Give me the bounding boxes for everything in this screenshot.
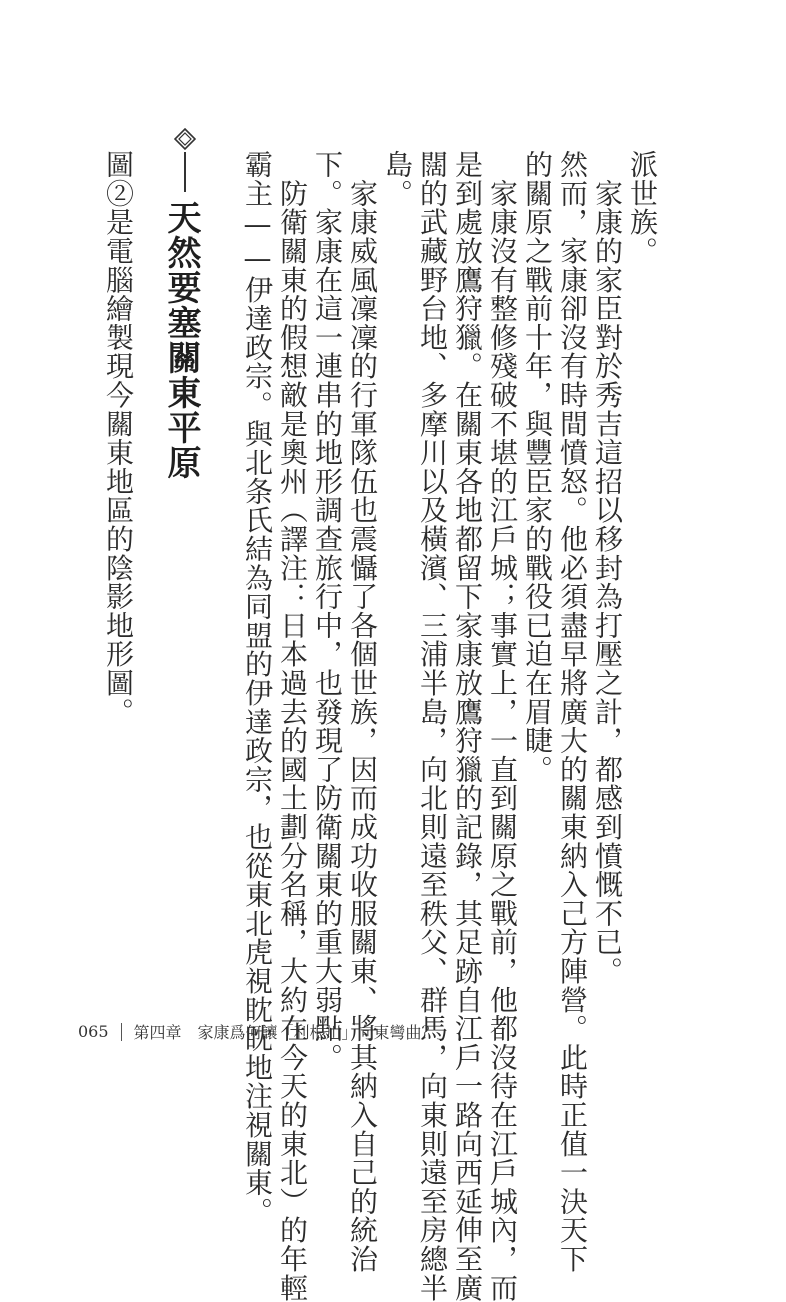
chapter-title: 第四章 家康爲何讓「利根川」向東彎曲？	[133, 1023, 438, 1042]
body-column-10: 下。家康在這一連串的地形調查旅行中，也發現了防衛關東的重大弱點。	[311, 150, 344, 1072]
figure-caption: 圖②是電腦繪製現今關東地區的陰影地形圖。	[102, 150, 135, 726]
diamond-ornament-icon	[174, 128, 196, 150]
body-column-2: 家康的家臣對於秀吉這招以移封為打壓之計，都感到憤慨不已。	[591, 150, 624, 986]
body-column-9: 家康威風凜凜的行軍隊伍也震懾了各個世族，因而成功收服關東、將其納入自己的統治	[346, 150, 379, 1274]
body-column-12: 霸主——伊達政宗。與北条氏結為同盟的伊達政宗，也從東北虎視眈眈地注視關東。	[241, 150, 274, 1226]
body-column-6: 是到處放鷹狩獵。在關東各地都留下家康放鷹狩獵的記錄，其足跡自江戶一路向西延伸至廣	[451, 150, 484, 1302]
heading-rule	[184, 152, 186, 192]
footer-separator	[121, 1023, 122, 1041]
section-heading-text: 天然要塞關東平原	[161, 200, 201, 480]
body-column-4: 的關原之戰前十年，與豐臣家的戰役已迫在眉睫。	[521, 150, 554, 784]
body-column-11: 防衛關東的假想敵是奧州（譯注：日本過去的國土劃分名稱，大約在今天的東北）的年輕	[276, 150, 309, 1302]
body-column-3: 然而，家康卻沒有時間憤怒。他必須盡早將廣大的關東納入己方陣營。此時正值一決天下	[556, 150, 589, 1274]
body-column-7: 闊的武藏野台地、多摩川以及橫濱、三浦半島，向北則遠至秩父、群馬，向東則遠至房總半	[416, 150, 449, 1302]
body-column-1: 派世族。	[626, 150, 659, 266]
page-footer	[78, 1020, 438, 1043]
section-heading	[160, 128, 210, 480]
body-column-5: 家康沒有整修殘破不堪的江戶城；事實上，一直到關原之戰前，他都沒待在江戶城內，而	[486, 150, 519, 1302]
body-column-8: 島。	[381, 150, 414, 208]
page-number: 065	[78, 1022, 109, 1041]
